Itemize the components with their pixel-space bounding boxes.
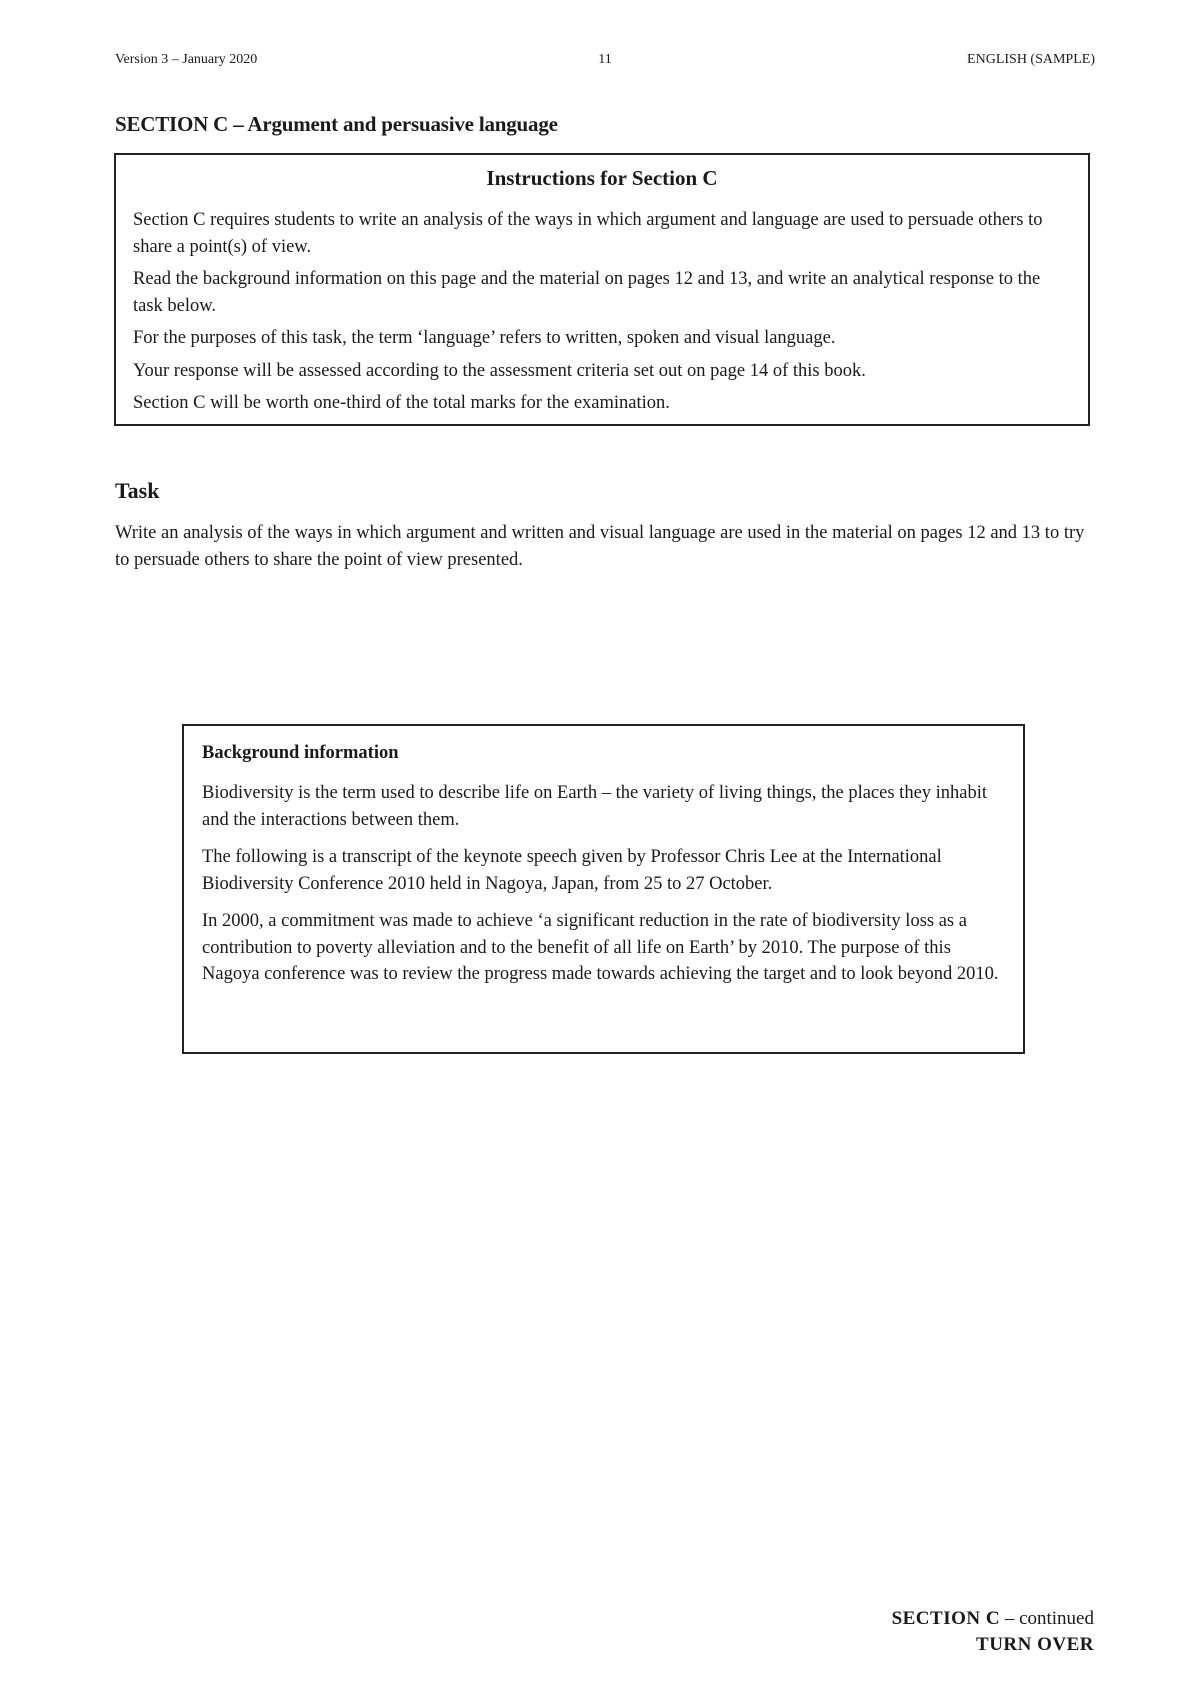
page-footer [892,1606,1094,1658]
instructions-paragraph: Read the background information on this page and the material on pages 12 and 13, and write an analytical response to the task below. [133,269,1041,316]
footer-section-label: SECTION C [891,1608,1001,1629]
continued-note [892,1606,1094,1632]
background-body [202,780,1002,999]
background-paragraph: Biodiversity is the term used to describe life on Earth – the variety of living things, the places they inhabit and the interactions between them. [202,783,988,830]
subject-label: ENGLISH (SAMPLE) [967,52,1095,67]
instructions-body [133,207,1073,423]
instructions-paragraph: Section C requires students to write an analysis of the ways in which argument and language are used to persuade others to share a point(s) of view. [133,210,1043,257]
task-heading: Task [115,478,160,503]
background-paragraph: In 2000, a commitment was made to achieve ‘a significant reduction in the rate of biodiversity loss as a contribution to poverty alleviation and to the benefit of all life on Earth’ by 2010. The purpose of this Nagoya conference was to review the progress made towards achieving the target and to look beyond 2010. [202,911,999,984]
instructions-paragraph: Section C will be worth one-third of the total marks for the examination. [133,393,670,413]
version-label: Version 3 – January 2020 [115,52,258,67]
section-title: SECTION C – Argument and persuasive language [115,112,558,136]
instructions-paragraph: Your response will be assessed according to the assessment criteria set out on page 14 of this book. [133,360,866,381]
instructions-title: Instructions for Section C [486,166,718,190]
footer-continued: – continued [1000,1608,1094,1629]
instructions-box [114,153,1090,426]
task-body: Write an analysis of the ways in which argument and written and visual language are used in the material on pages 12 and 13 to try to persuade others to share the point of view presented. [115,523,1085,570]
instructions-paragraph: For the purposes of this task, the term ‘language’ refers to written, spoken and visual language. [133,328,836,348]
background-info-box [182,724,1025,1054]
turn-over-label: TURN OVER [976,1634,1094,1655]
page-number: 11 [598,52,612,67]
page-header [115,52,1095,72]
background-paragraph: The following is a transcript of the keynote speech given by Professor Chris Lee at the International Biodiversity Conference 2010 held in Nagoya, Japan, from 25 to 27 October. [202,847,942,894]
background-title: Background information [202,743,399,763]
